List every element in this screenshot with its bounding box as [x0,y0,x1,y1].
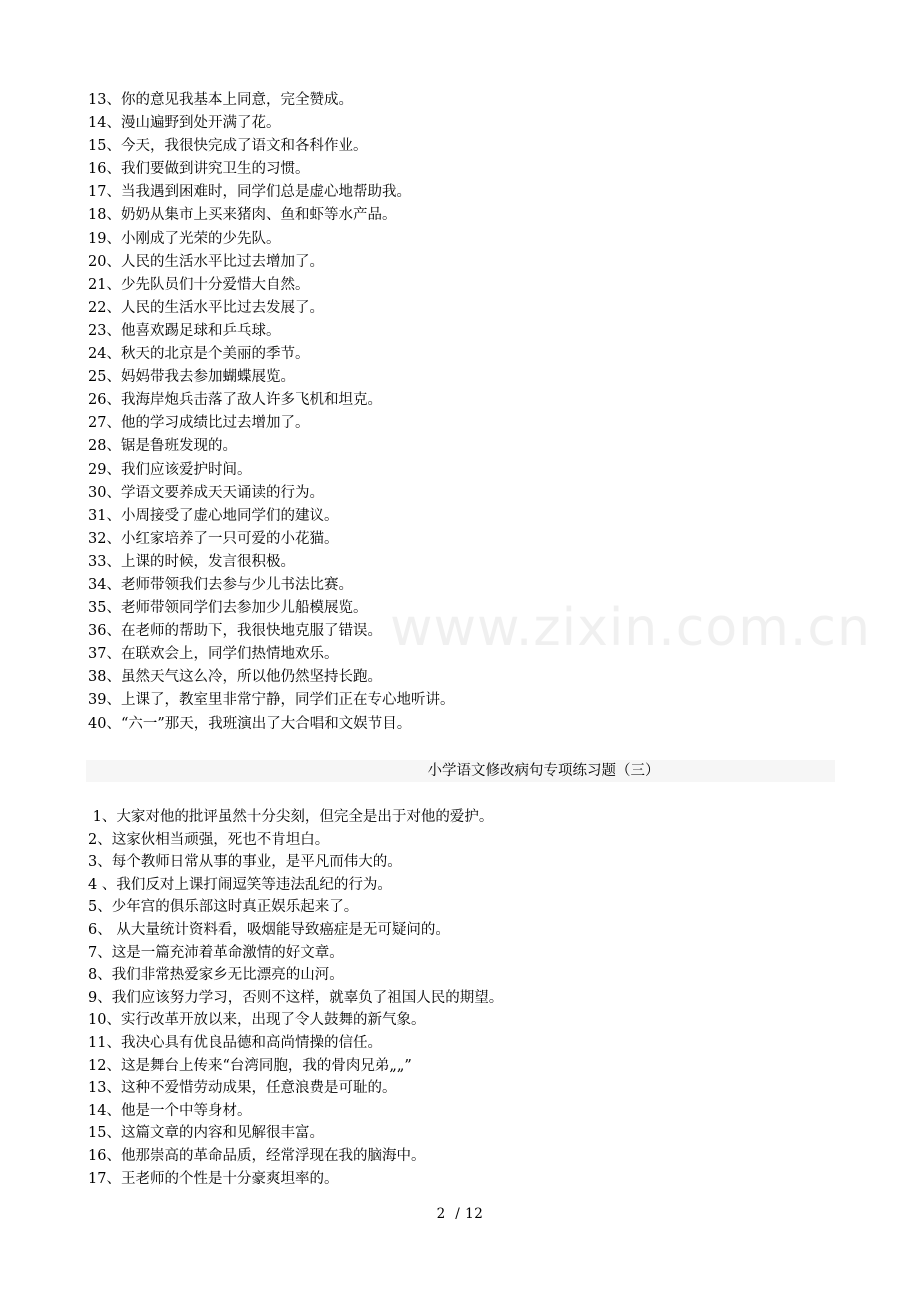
list-item: 13、你的意见我基本上同意，完全赞成。 [88,92,353,108]
list-item: 23、他喜欢踢足球和乒乓球。 [88,322,281,339]
list-item: 35、老师带领同学们去参加少儿船模展览。 [88,600,368,617]
list-item: 14、他是一个中等身材。 [88,1102,252,1119]
list-item: 17、王老师的个性是十分豪爽坦率的。 [88,1170,339,1187]
list-item: 16、我们要做到讲究卫生的习惯。 [88,161,310,178]
list-item: 15、这篇文章的内容和见解很丰富。 [88,1125,324,1142]
list-item: 38、虽然天气这么冷，所以他仍然坚持长跑。 [88,669,382,686]
list-item: 1、大家对他的批评虽然十分尖刻，但完全是出于对他的爱护。 [88,809,494,825]
page-number: 2 / 12 [436,1206,484,1222]
list-item: 26、我海岸炮兵击落了敌人许多飞机和坦克。 [88,392,382,409]
list-item: 18、奶奶从集市上买来猪肉、鱼和虾等水产品。 [88,207,397,224]
list-item: 19、小刚成了光荣的少先队。 [88,230,281,247]
list-item: 17、当我遇到困难时，同学们总是虚心地帮助我。 [88,184,411,201]
list-item: 27、他的学习成绩比过去增加了。 [88,415,310,432]
list-item: 22、人民的生活水平比过去发展了。 [88,299,324,316]
list-item: 6、 从大量统计资料看，吸烟能导致癌症是无可疑问的。 [88,921,450,938]
list-item: 37、在联欢会上，同学们热情地欢乐。 [88,646,339,663]
watermark: www.zixin.com.cn [390,598,871,658]
list-item: 39、上课了，教室里非常宁静，同学们正在专心地听讲。 [88,692,455,709]
list-item: 36、在老师的帮助下，我很快地克服了错误。 [88,623,382,640]
list-item: 3、每个教师日常从事的事业，是平凡而伟大的。 [88,854,402,871]
list-item: 14、漫山遍野到处开满了花。 [88,115,281,132]
list-item: 11、我决心具有优良品德和高尚情操的信任。 [88,1034,382,1051]
list-item: 34、老师带领我们去参与少儿书法比赛。 [88,576,353,593]
list-item: 21、少先队员们十分爱惜大自然。 [88,276,310,293]
list-item: 2、这家伙相当顽强，死也不肯坦白。 [88,831,330,848]
list-item: 25、妈妈带我去参加蝴蝶展览。 [88,369,295,386]
list-item: 12、这是舞台上传来“台湾同胞，我的骨肉兄弟„„” [88,1057,412,1074]
section-title-text: 小学语文修改病句专项练习题（三） [427,763,660,779]
list-item: 5、少年宫的俱乐部这时真正娱乐起来了。 [88,899,359,916]
exercise-list-part-3 [88,806,848,1190]
list-item: 8、我们非常热爱家乡无比漂亮的山河。 [88,967,344,984]
list-item: 32、小红家培养了一只可爱的小花猫。 [88,530,339,547]
list-item: 33、上课的时候，发言很积极。 [88,553,295,570]
list-item: 30、学语文要养成天天诵读的行为。 [88,484,324,501]
list-item: 16、他那崇高的革命品质，经常浮现在我的脑海中。 [88,1147,426,1164]
list-item: 9、我们应该努力学习，否则不这样，就辜负了祖国人民的期望。 [88,989,504,1006]
list-item: 20、人民的生活水平比过去增加了。 [88,253,324,270]
list-item: 7、这是一篇充沛着革命激情的好文章。 [88,944,344,961]
section-title [86,760,835,782]
list-item: 24、秋天的北京是个美丽的季节。 [88,346,310,363]
list-item: 28、锯是鲁班发现的。 [88,438,237,455]
list-item: 10、实行改革开放以来，出现了令人鼓舞的新气象。 [88,1012,426,1029]
list-item: 40、“六一”那天，我班演出了大合唱和文娱节目。 [88,715,412,732]
list-item: 15、今天，我很快完成了语文和各科作业。 [88,138,368,155]
list-item: 13、这种不爱惜劳动成果，任意浪费是可耻的。 [88,1080,397,1097]
list-item: 29、我们应该爱护时间。 [88,461,252,478]
list-item: 31、小周接受了虚心地同学们的建议。 [88,507,339,524]
exercise-list-part-2 [88,89,848,736]
list-item: 4 、我们反对上课打闹逗笑等违法乱纪的行为。 [88,876,392,893]
